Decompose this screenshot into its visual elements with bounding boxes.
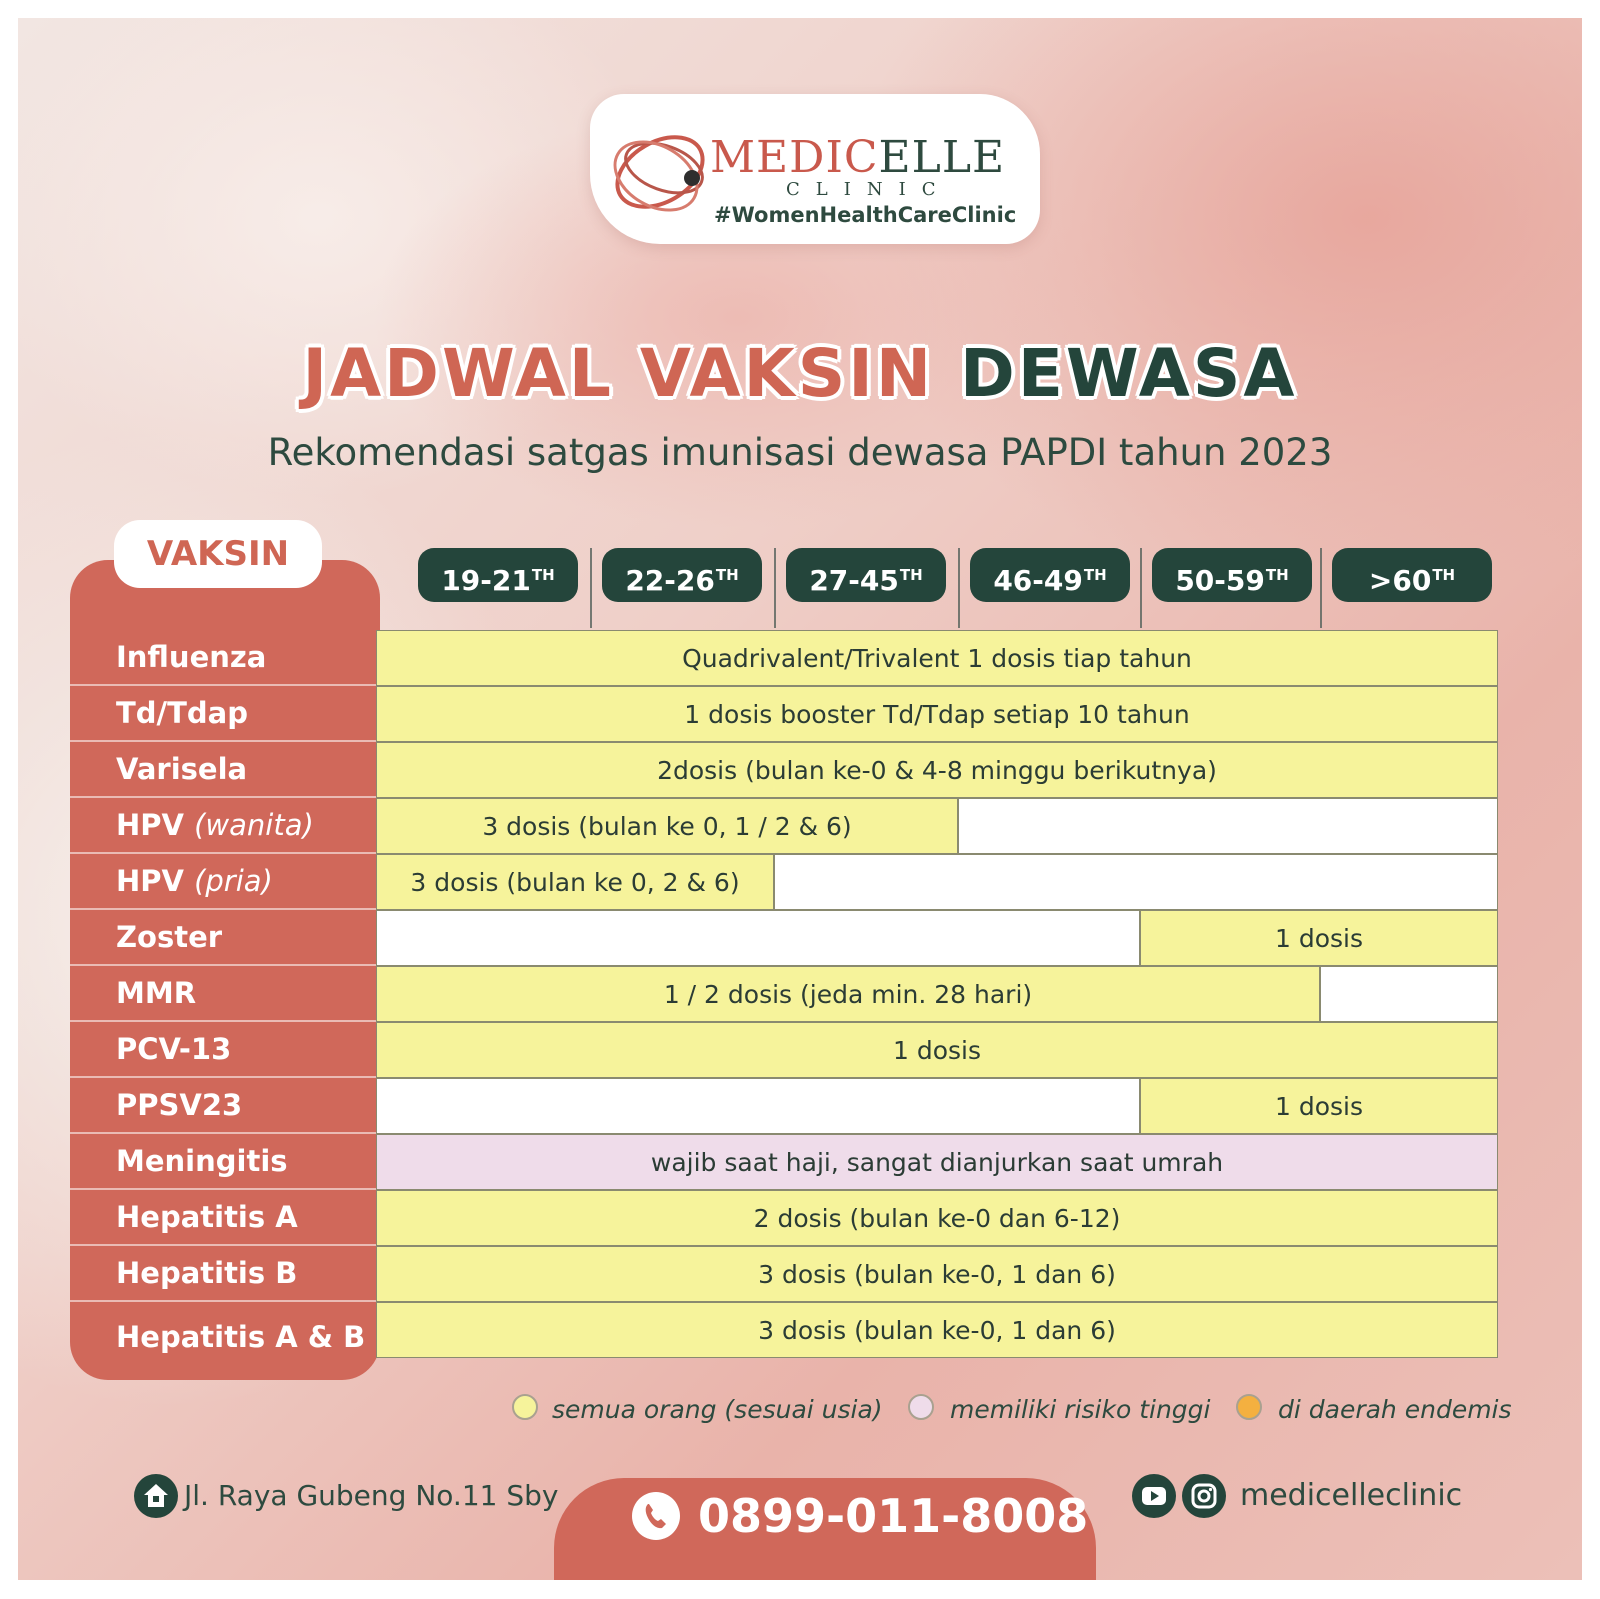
schedule-cell: 1 / 2 dosis (jeda min. 28 hari): [376, 966, 1320, 1022]
vaccine-name: HPV (wanita): [70, 798, 380, 854]
age-header: 46-49TH: [970, 548, 1130, 602]
schedule-cell: [376, 910, 1140, 966]
schedule-cell: Quadrivalent/Trivalent 1 dosis tiap tahun: [376, 630, 1498, 686]
logo-name: MEDICELLE: [710, 132, 1006, 183]
vaccine-name: MMR: [70, 966, 380, 1022]
instagram-icon[interactable]: [1182, 1474, 1226, 1518]
youtube-icon[interactable]: [1132, 1474, 1176, 1518]
social-handle[interactable]: medicelleclinic: [1240, 1478, 1463, 1513]
age-header: 19-21TH: [418, 548, 578, 602]
vaccine-name: Zoster: [70, 910, 380, 966]
poster: [18, 18, 1582, 1580]
schedule-cell: 1 dosis: [1140, 1078, 1498, 1134]
vaccine-name: Varisela: [70, 742, 380, 798]
age-header: >60TH: [1332, 548, 1492, 602]
schedule-cell: 3 dosis (bulan ke 0, 1 / 2 & 6): [376, 798, 958, 854]
vaccine-name: Meningitis: [70, 1134, 380, 1190]
phone-icon: [632, 1492, 680, 1540]
column-divider: [1140, 548, 1142, 628]
legend-dot: [908, 1394, 934, 1420]
home-icon: [134, 1474, 178, 1518]
headline-part1: JADWAL VAKSIN: [302, 335, 935, 412]
vaccine-name: PCV-13: [70, 1022, 380, 1078]
legend-dot: [512, 1394, 538, 1420]
address: Jl. Raya Gubeng No.11 Sby: [184, 1479, 559, 1512]
age-header: 22-26TH: [602, 548, 762, 602]
legend-label: semua orang (sesuai usia): [552, 1395, 883, 1424]
vaccine-name: PPSV23: [70, 1078, 380, 1134]
schedule-cell: 1 dosis booster Td/Tdap setiap 10 tahun: [376, 686, 1498, 742]
legend-dot: [1236, 1394, 1262, 1420]
age-header: 27-45TH: [786, 548, 946, 602]
schedule-cell: [1320, 966, 1498, 1022]
schedule-cell: 3 dosis (bulan ke-0, 1 dan 6): [376, 1302, 1498, 1358]
subtitle: Rekomendasi satgas imunisasi dewasa PAPDI tahun 2023: [267, 431, 1333, 474]
schedule-cell: [774, 854, 1498, 910]
column-divider: [774, 548, 776, 628]
vaccine-name: HPV (pria): [70, 854, 380, 910]
vaccine-name: Influenza: [70, 630, 380, 686]
age-header: 50-59TH: [1152, 548, 1312, 602]
phone-number[interactable]: 0899-011-8008: [698, 1489, 1089, 1543]
headline: [18, 334, 1582, 414]
schedule-cell: 1 dosis: [376, 1022, 1498, 1078]
vaksin-header: VAKSIN: [114, 520, 322, 588]
schedule-cell: 2 dosis (bulan ke-0 dan 6-12): [376, 1190, 1498, 1246]
legend-label: memiliki risiko tinggi: [950, 1395, 1211, 1424]
schedule-cell: 1 dosis: [1140, 910, 1498, 966]
legend-label: di daerah endemis: [1278, 1395, 1512, 1424]
logo-card: [590, 94, 1040, 244]
schedule-cell: [958, 798, 1498, 854]
column-divider: [958, 548, 960, 628]
vaccine-name: Hepatitis A: [70, 1190, 380, 1246]
logo-swirl-icon: [604, 106, 720, 232]
vaccine-name: Hepatitis A & B: [116, 1320, 366, 1354]
vaccine-name: Td/Tdap: [70, 686, 380, 742]
schedule-cell: 2dosis (bulan ke-0 & 4-8 minggu berikutnya): [376, 742, 1498, 798]
headline-part2: DEWASA: [960, 335, 1298, 412]
column-divider: [590, 548, 592, 628]
schedule-cell: wajib saat haji, sangat dianjurkan saat umrah: [376, 1134, 1498, 1190]
schedule-cell: 3 dosis (bulan ke 0, 2 & 6): [376, 854, 774, 910]
column-divider: [1320, 548, 1322, 628]
schedule-cell: 3 dosis (bulan ke-0, 1 dan 6): [376, 1246, 1498, 1302]
logo-sub: CLINIC: [786, 179, 952, 200]
schedule-cell: [376, 1078, 1140, 1134]
logo-tagline: #WomenHealthCareClinic: [714, 203, 1017, 227]
vaccine-name: Hepatitis B: [70, 1246, 380, 1302]
